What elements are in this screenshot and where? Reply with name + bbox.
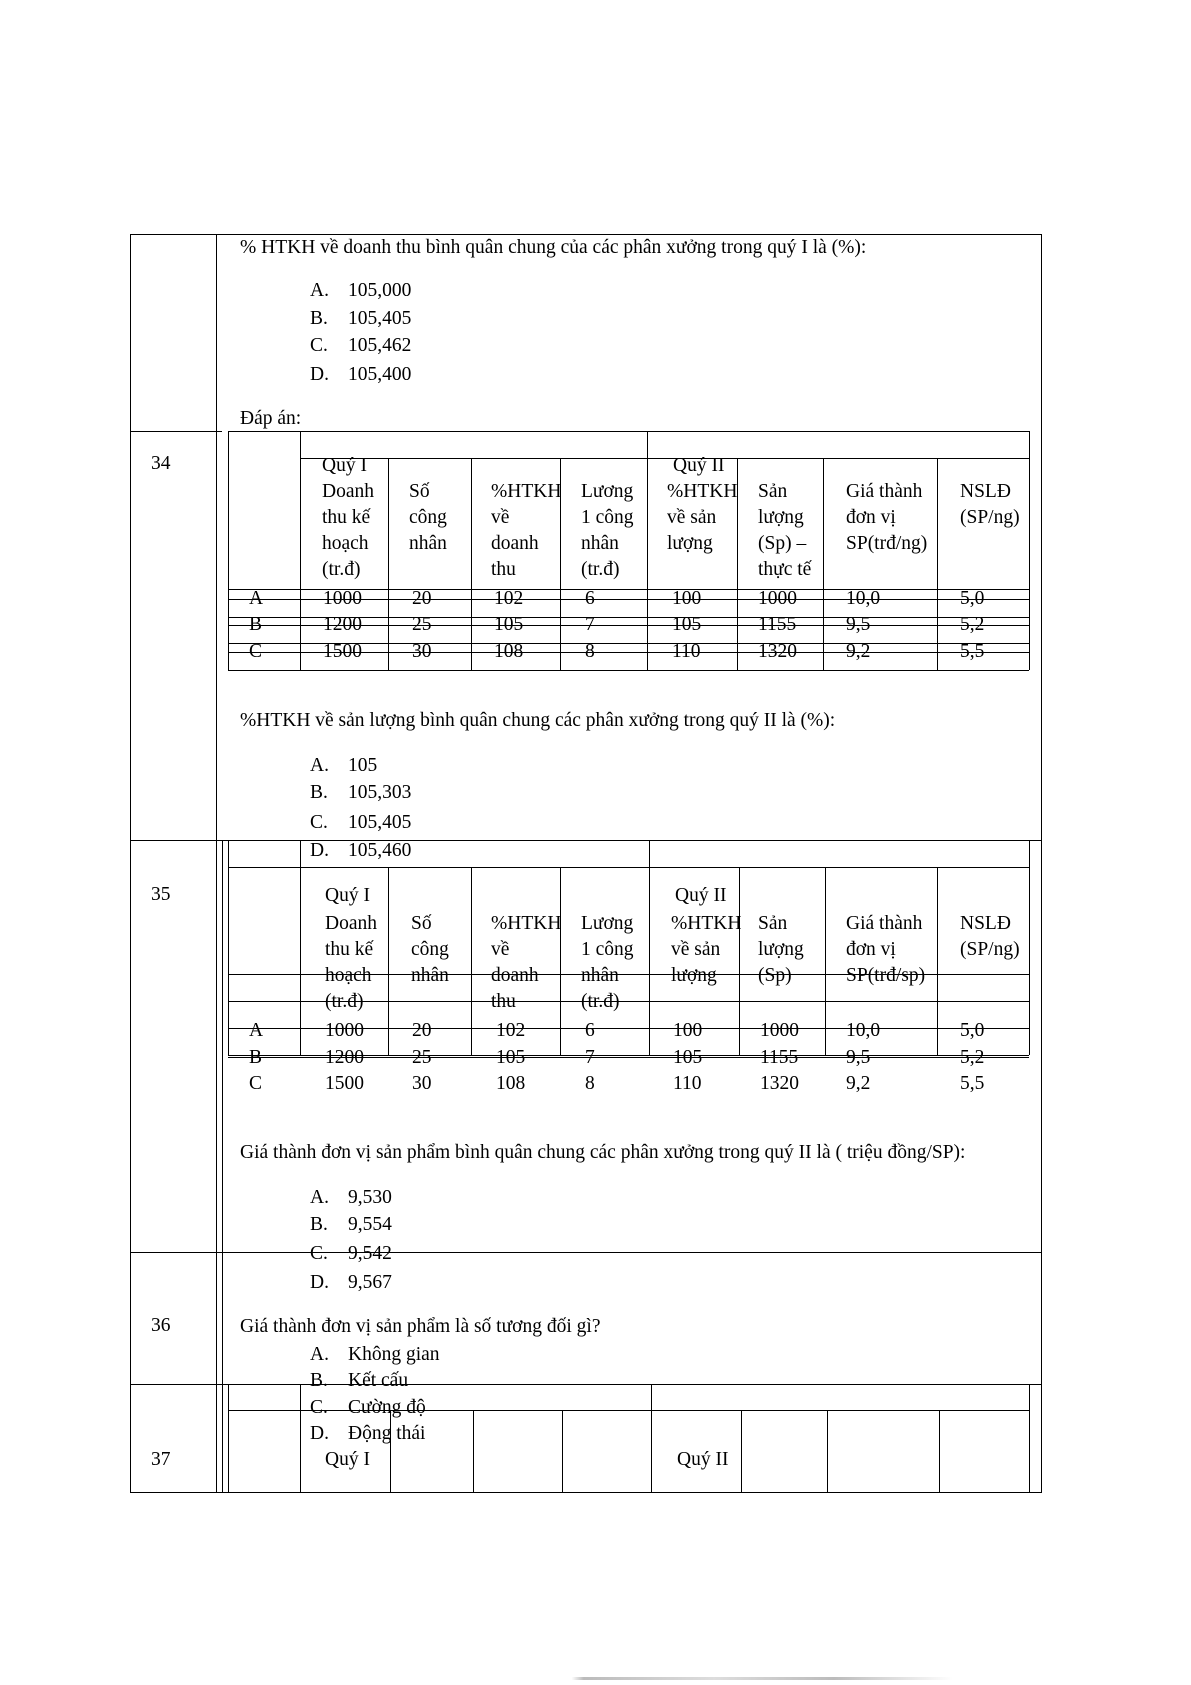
option-text: 105,405 bbox=[348, 812, 412, 833]
header-line: về bbox=[491, 939, 510, 960]
header-line: nhân bbox=[581, 965, 619, 986]
table1-col-2 bbox=[388, 458, 389, 670]
table1-header-planned-revenue bbox=[322, 479, 374, 583]
header-line: (SP/ng) bbox=[960, 939, 1020, 960]
table-cell: 5,0 bbox=[960, 588, 985, 609]
header-line: nhân bbox=[581, 533, 619, 554]
table1-header-actual-output bbox=[758, 479, 811, 583]
header-line: lượng bbox=[758, 507, 804, 528]
table2-col-1 bbox=[300, 840, 301, 1055]
header-line: nhân bbox=[411, 965, 449, 986]
table3-col-8 bbox=[939, 1410, 940, 1492]
table-cell: 1000 bbox=[760, 1020, 799, 1041]
header-line: (tr.đ) bbox=[581, 559, 620, 580]
header-line: Giá thành bbox=[846, 481, 923, 502]
question-number-36: 36 bbox=[151, 1315, 171, 1336]
table2-left bbox=[228, 840, 229, 1055]
header-line: Lương bbox=[581, 913, 634, 934]
option-text: Kết cấu bbox=[348, 1370, 409, 1391]
table-cell: 5,2 bbox=[960, 614, 985, 635]
table-cell: 10,0 bbox=[846, 588, 881, 609]
table2-col-3 bbox=[471, 867, 472, 1055]
option-letter: B. bbox=[310, 782, 328, 803]
option-letter: C. bbox=[310, 1243, 328, 1264]
table1-header-productivity bbox=[960, 479, 1020, 531]
number-column-divider-inner bbox=[222, 841, 223, 1493]
option-text: 9,554 bbox=[348, 1214, 392, 1235]
header-line: NSLĐ bbox=[960, 913, 1011, 934]
table-cell: 25 bbox=[412, 614, 432, 635]
header-line: Lương bbox=[581, 481, 634, 502]
table-cell: B bbox=[249, 1047, 263, 1068]
table-cell: 100 bbox=[673, 1020, 703, 1041]
table2-header-revenue-plan-pct bbox=[491, 911, 561, 1015]
table-cell: 25 bbox=[412, 1047, 432, 1068]
header-line: (SP/ng) bbox=[960, 507, 1020, 528]
table-cell: 10,0 bbox=[846, 1020, 881, 1041]
header-line: (tr.đ) bbox=[581, 991, 620, 1012]
table2-group-line bbox=[228, 867, 1029, 868]
table-cell: 30 bbox=[412, 1073, 432, 1094]
table-cell: 100 bbox=[672, 588, 702, 609]
frame-right-border bbox=[1041, 234, 1042, 1493]
table-cell: 105 bbox=[673, 1047, 703, 1068]
option-letter: D. bbox=[310, 1423, 329, 1444]
table2-col-2 bbox=[388, 867, 389, 1055]
option-text: 9,530 bbox=[348, 1187, 392, 1208]
header-line: NSLĐ bbox=[960, 481, 1011, 502]
table-cell: 5,0 bbox=[960, 1020, 985, 1041]
table1-header-wage bbox=[581, 479, 634, 583]
row-separator-36 bbox=[130, 1252, 1041, 1253]
frame-bottom-border bbox=[130, 1492, 1041, 1493]
scan-artifact-bar bbox=[0, 1677, 1191, 1680]
strike bbox=[308, 1252, 398, 1253]
header-line: thu bbox=[491, 991, 516, 1012]
header-line: doanh bbox=[491, 965, 539, 986]
option-letter: A. bbox=[310, 1344, 329, 1365]
strike bbox=[673, 458, 731, 459]
table-cell: 1000 bbox=[323, 588, 362, 609]
option-letter: D. bbox=[310, 1272, 329, 1293]
table3-group-line bbox=[228, 1410, 1029, 1411]
header-line: về sản bbox=[671, 939, 721, 960]
table-cell: 8 bbox=[585, 641, 595, 662]
table-cell: 20 bbox=[412, 588, 432, 609]
table1-header-revenue-plan-pct bbox=[491, 479, 561, 583]
frame-left-border bbox=[130, 234, 131, 1493]
table-cell: 7 bbox=[585, 614, 595, 635]
header-line: Giá thành bbox=[846, 913, 923, 934]
row-separator-34 bbox=[130, 431, 222, 432]
number-column-divider bbox=[216, 234, 217, 1493]
table-cell: 1320 bbox=[758, 641, 797, 662]
strike bbox=[228, 1028, 1029, 1029]
table-cell: 105 bbox=[672, 614, 702, 635]
strike bbox=[228, 652, 1029, 653]
option-text: 9,542 bbox=[348, 1243, 392, 1264]
option-text: 105,460 bbox=[348, 840, 412, 861]
table-cell: 9,2 bbox=[846, 641, 871, 662]
table3-right bbox=[1029, 1384, 1030, 1492]
table1-group-quarter-1: Quý I bbox=[322, 455, 367, 476]
header-line: SP(trđ/sp) bbox=[846, 965, 926, 986]
strike bbox=[228, 625, 1029, 626]
option-text: 105,462 bbox=[348, 335, 412, 356]
table1-group-line bbox=[300, 458, 1029, 459]
header-line: đơn vị bbox=[846, 507, 896, 528]
header-line: (Sp) bbox=[758, 965, 792, 986]
option-letter: C. bbox=[310, 812, 328, 833]
table2-header-workers bbox=[411, 911, 449, 989]
header-line: lượng bbox=[667, 533, 713, 554]
question-36-stem: Giá thành đơn vị sản phẩm bình quân chung các phân xưởng trong quý II là ( triệu đồng/SP): bbox=[240, 1142, 966, 1163]
strike bbox=[322, 458, 372, 459]
question-35-stem: %HTKH về sản lượng bình quân chung các phân xưởng trong quý II là (%): bbox=[240, 710, 836, 731]
table-cell: 7 bbox=[585, 1047, 595, 1068]
table2-header-wage bbox=[581, 911, 634, 1015]
table1-col-1 bbox=[300, 431, 301, 670]
option-letter: C. bbox=[310, 335, 328, 356]
table-cell: 1155 bbox=[758, 614, 797, 635]
header-line: doanh bbox=[491, 533, 539, 554]
header-line: (tr.đ) bbox=[325, 991, 364, 1012]
table2-group-quarter-1: Quý I bbox=[325, 885, 370, 906]
table-cell: 105 bbox=[496, 1047, 526, 1068]
header-line: về bbox=[491, 507, 510, 528]
strike bbox=[228, 599, 1029, 600]
question-36-stem-2: Giá thành đơn vị sản phẩm là số tương đối gì? bbox=[240, 1316, 601, 1337]
table2-header-productivity bbox=[960, 911, 1020, 963]
frame-top-border bbox=[130, 234, 1041, 235]
option-letter: D. bbox=[310, 364, 329, 385]
table1-col-8 bbox=[937, 458, 938, 670]
question-34-stem: % HTKH về doanh thu bình quân chung của các phân xưởng trong quý I là (%): bbox=[240, 237, 867, 258]
table-cell: 1320 bbox=[760, 1073, 799, 1094]
option-letter: A. bbox=[310, 755, 329, 776]
question-number-35: 35 bbox=[151, 884, 171, 905]
header-line: Số bbox=[411, 913, 432, 934]
table-cell: 6 bbox=[585, 1020, 595, 1041]
table3-col-5 bbox=[651, 1384, 652, 1492]
table1-bottom bbox=[228, 670, 1029, 671]
option-letter: A. bbox=[310, 280, 329, 301]
table-cell: 1200 bbox=[325, 1047, 364, 1068]
option-letter: B. bbox=[310, 1370, 328, 1391]
table-cell: A bbox=[249, 588, 264, 609]
header-line: hoạch bbox=[325, 965, 372, 986]
table1-header-workers bbox=[409, 479, 447, 557]
table2-right bbox=[1029, 840, 1030, 1055]
table1-top bbox=[228, 431, 1029, 432]
table2-header-unit-cost bbox=[846, 911, 925, 989]
option-text: 105 bbox=[348, 755, 378, 776]
header-line: nhân bbox=[409, 533, 447, 554]
table2-group-quarter-2: Quý II bbox=[675, 885, 727, 906]
table3-col-1 bbox=[300, 1384, 301, 1492]
table-cell: 5,5 bbox=[960, 1073, 985, 1094]
table-cell: 1155 bbox=[760, 1047, 799, 1068]
header-line: lượng bbox=[758, 939, 804, 960]
table-cell: 9,5 bbox=[846, 614, 871, 635]
table-cell: 30 bbox=[412, 641, 432, 662]
table-cell: 102 bbox=[496, 1020, 526, 1041]
header-line: (Sp) – bbox=[758, 533, 807, 554]
table3-col-6 bbox=[741, 1410, 742, 1492]
header-line: về sản bbox=[667, 507, 717, 528]
option-text: 105,405 bbox=[348, 308, 412, 329]
option-letter: B. bbox=[310, 308, 328, 329]
option-text: 105,303 bbox=[348, 782, 412, 803]
header-line: thu kế bbox=[325, 939, 374, 960]
table3-col-2 bbox=[390, 1410, 391, 1492]
table3-group-quarter-2: Quý II bbox=[677, 1449, 729, 1470]
header-line: Sản bbox=[758, 913, 788, 934]
header-line: 1 công bbox=[581, 939, 634, 960]
table2-col-7 bbox=[825, 867, 826, 1055]
table-cell: 8 bbox=[585, 1073, 595, 1094]
header-line: %HTKH bbox=[671, 913, 742, 934]
table-cell: 110 bbox=[672, 641, 701, 662]
table-cell: A bbox=[249, 1020, 264, 1041]
table1-header-output-plan-pct bbox=[667, 479, 737, 557]
option-text: Cường độ bbox=[348, 1397, 426, 1418]
table1-right bbox=[1029, 431, 1030, 670]
header-line: %HTKH bbox=[491, 481, 562, 502]
table3-group-quarter-1: Quý I bbox=[325, 1449, 370, 1470]
option-text: Không gian bbox=[348, 1344, 440, 1365]
table3-col-7 bbox=[827, 1410, 828, 1492]
header-line: công bbox=[409, 507, 447, 528]
table-cell: 1000 bbox=[325, 1020, 364, 1041]
option-letter: A. bbox=[310, 1187, 329, 1208]
header-line: 1 công bbox=[581, 507, 634, 528]
header-line: %HTKH bbox=[491, 913, 562, 934]
table-cell: C bbox=[249, 1073, 263, 1094]
table-cell: 1500 bbox=[323, 641, 362, 662]
table-cell: 6 bbox=[585, 588, 595, 609]
header-line: Số bbox=[409, 481, 430, 502]
header-line: %HTKH bbox=[667, 481, 738, 502]
table-cell: B bbox=[249, 614, 263, 635]
header-line: Doanh bbox=[325, 913, 377, 934]
table-cell: 9,5 bbox=[846, 1047, 871, 1068]
table2-col-8 bbox=[937, 867, 938, 1055]
table1-left bbox=[228, 431, 229, 670]
table-cell: 5,5 bbox=[960, 641, 985, 662]
table3-left bbox=[228, 1384, 229, 1492]
header-line: thực tế bbox=[758, 559, 812, 580]
table2-col-5 bbox=[649, 840, 650, 1055]
table2-header-output-plan-pct bbox=[671, 911, 741, 989]
header-line: lượng bbox=[671, 965, 717, 986]
table-cell: 1000 bbox=[758, 588, 797, 609]
header-line: hoạch bbox=[322, 533, 369, 554]
table3-col-4 bbox=[562, 1410, 563, 1492]
table-cell: 20 bbox=[412, 1020, 432, 1041]
header-line: (tr.đ) bbox=[322, 559, 361, 580]
table2-header-planned-revenue bbox=[325, 911, 377, 1015]
table-cell: 102 bbox=[494, 588, 524, 609]
table1-group-quarter-2: Quý II bbox=[673, 455, 725, 476]
table-cell: 108 bbox=[496, 1073, 526, 1094]
option-text: Động thái bbox=[348, 1423, 426, 1444]
header-line: SP(trđ/ng) bbox=[846, 533, 928, 554]
option-letter: C. bbox=[310, 1397, 328, 1418]
table3-col-3 bbox=[473, 1410, 474, 1492]
header-line: thu bbox=[491, 559, 516, 580]
question-number-34: 34 bbox=[151, 453, 171, 474]
table-cell: 1500 bbox=[325, 1073, 364, 1094]
table3-top bbox=[228, 1384, 1029, 1385]
table1-col-7 bbox=[823, 458, 824, 670]
table-cell: 5,2 bbox=[960, 1047, 985, 1068]
table1-col-3 bbox=[471, 458, 472, 670]
answer-label: Đáp án: bbox=[240, 408, 302, 429]
table-cell: 9,2 bbox=[846, 1073, 871, 1094]
option-letter: B. bbox=[310, 1214, 328, 1235]
table-cell: 105 bbox=[494, 614, 524, 635]
header-line: thu kế bbox=[322, 507, 371, 528]
header-line: Sản bbox=[758, 481, 788, 502]
option-text: 105,000 bbox=[348, 280, 412, 301]
header-line: công bbox=[411, 939, 449, 960]
question-number-37: 37 bbox=[151, 1449, 171, 1470]
strike bbox=[228, 1057, 1029, 1058]
table2-top bbox=[228, 840, 1029, 841]
table-cell: 110 bbox=[673, 1073, 702, 1094]
table-cell: 1200 bbox=[323, 614, 362, 635]
option-text: 105,400 bbox=[348, 364, 412, 385]
table2-header-output bbox=[758, 911, 804, 989]
header-line: đơn vị bbox=[846, 939, 896, 960]
option-letter: D. bbox=[310, 840, 329, 861]
header-line: Doanh bbox=[322, 481, 374, 502]
table1-col-5 bbox=[647, 431, 648, 670]
table-cell: 108 bbox=[494, 641, 524, 662]
table1-header-unit-cost bbox=[846, 479, 927, 557]
table-cell: C bbox=[249, 641, 263, 662]
option-text: 9,567 bbox=[348, 1272, 392, 1293]
